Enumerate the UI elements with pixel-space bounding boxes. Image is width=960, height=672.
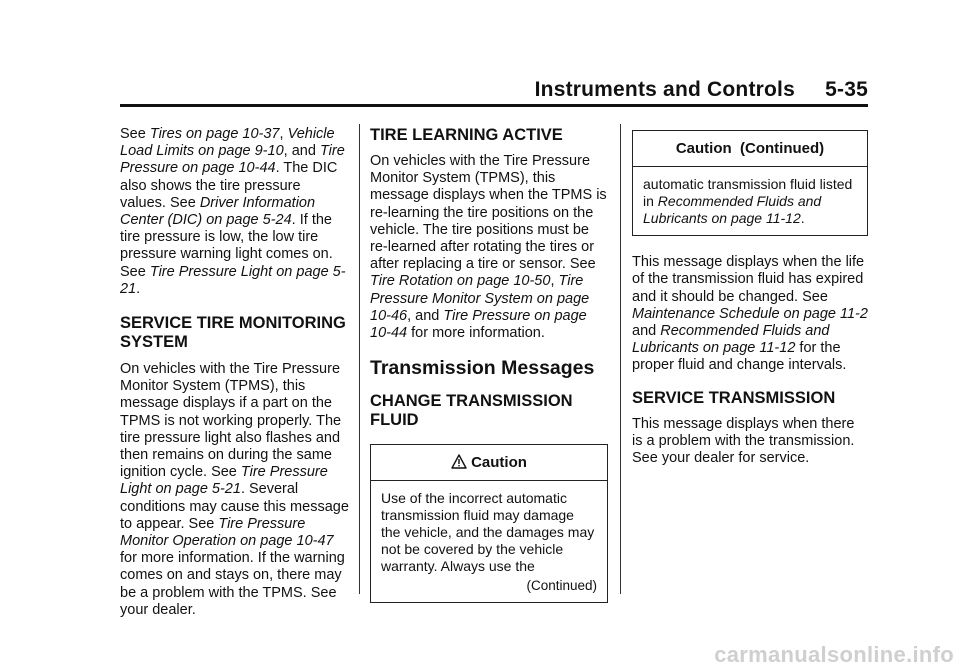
section-heading: SERVICE TRANSMISSION (632, 388, 836, 407)
chapter-heading: Transmission Messages (370, 357, 595, 380)
cross-reference-link[interactable]: Tire Pressure Light on page 5-21 (120, 464, 328, 498)
caution-header: Caution (Continued) (633, 131, 867, 167)
caution-box-continued (632, 130, 868, 236)
warning-icon (451, 454, 467, 469)
continued-label: (Continued) (526, 578, 597, 594)
cross-reference-link[interactable]: Tire Rotation on page 10-50 (370, 273, 551, 290)
caution-body (371, 481, 607, 602)
column-1 (120, 126, 350, 619)
section-heading: TIRE LEARNING ACTIVE (370, 126, 563, 144)
cross-reference-link[interactable]: Driver Information Center (DIC) on page 5-24 (120, 194, 316, 229)
section-title: Instruments and Controls (534, 78, 795, 101)
caution-body (633, 167, 867, 235)
cross-reference-link[interactable]: Maintenance Schedule on page 11-2 (632, 305, 868, 322)
paragraph: See Tires on page 10-37, Vehicle Load Limits on page 9-10, and Tire Pressure on page 10-44. The DIC also shows the tire pressure values. See Driver Information Center (DIC) on page 5-24. If the tire pressure is low, the low tire pressure warning light comes on. See Tire Pressure Light on page 5-21. (120, 126, 346, 297)
watermark: carmanualsonline.info (714, 642, 954, 667)
caution-text: automatic transmission fluid listed in Recommended Fluids and Lubricants on page 11-12. (643, 176, 853, 227)
page-header (120, 78, 868, 106)
paragraph: On vehicles with the Tire Pressure Monitor System (TPMS), this message displays if a part on the TPMS is not working properly. The tire pressure light also flashes and then remains on during the same ignition cycle. See Tire Pressure Light on page 5-21. Several conditions may cause this message to appear. See Tire Pressure Monitor Operation on page 10-47 for more information. If the warning comes on and stays on, there may be a problem with the TPMS. See your dealer. (120, 361, 349, 618)
section-heading: CHANGE TRANSMISSION FLUID (370, 392, 573, 430)
column-2 (370, 126, 608, 603)
column-3 (632, 126, 868, 467)
caution-box (370, 444, 608, 603)
header-rule (120, 104, 868, 107)
cross-reference-link[interactable]: Recommended Fluids and Lubricants on page 11-12 (643, 193, 822, 227)
paragraph: This message displays when there is a problem with the transmission. See your dealer for service. (632, 415, 855, 467)
page-number: 5-35 (825, 78, 868, 101)
cross-reference-link[interactable]: Recommended Fluids and Lubricants on page 11-12 (632, 323, 830, 357)
cross-reference-link[interactable]: Tire Pressure on page 10-44 (370, 307, 587, 342)
section-heading: SERVICE TIRE MONITORING SYSTEM (120, 314, 346, 352)
caution-header (371, 445, 607, 481)
header-title (535, 78, 868, 102)
column-divider (359, 124, 360, 594)
cross-reference-link[interactable]: Tire Pressure on page 10-44 (120, 143, 345, 177)
cross-reference-link[interactable]: Tire Pressure Light on page 5-21 (120, 263, 346, 297)
column-divider (620, 124, 621, 594)
cross-reference-link[interactable]: Tire Pressure Monitor System on page 10-46 (370, 273, 590, 324)
caution-text: Use of the incorrect automatic transmission fluid may damage the vehicle, and the damages may not be covered by the vehicle warranty. Always use the (381, 490, 595, 575)
caution-title: Caution (471, 454, 527, 472)
cross-reference-link[interactable]: Tire Pressure Monitor Operation on page 10-47 (120, 515, 334, 550)
paragraph: On vehicles with the Tire Pressure Monitor System (TPMS), this message displays when the TPMS is re-learning the tire positions on the vehicle. The tire positions must be re-learned after rotating the tires or after replacing a tire or sensor. See Tire Rotation on page 10-50, Tire Pressure Monitor System on page 10-46, and Tire Pressure on page 10-44 for more information. (370, 153, 607, 342)
paragraph: This message displays when the life of the transmission fluid has expired and it should be changed. See Maintenance Schedule on page 11-2 and Recommended Fluids and Lubricants on page 11-12 for the proper fluid and change intervals. (632, 254, 868, 374)
cross-reference-link[interactable]: Tires on page 10-37 (149, 126, 280, 142)
cross-reference-link[interactable]: Vehicle Load Limits on page 9-10 (120, 126, 335, 160)
